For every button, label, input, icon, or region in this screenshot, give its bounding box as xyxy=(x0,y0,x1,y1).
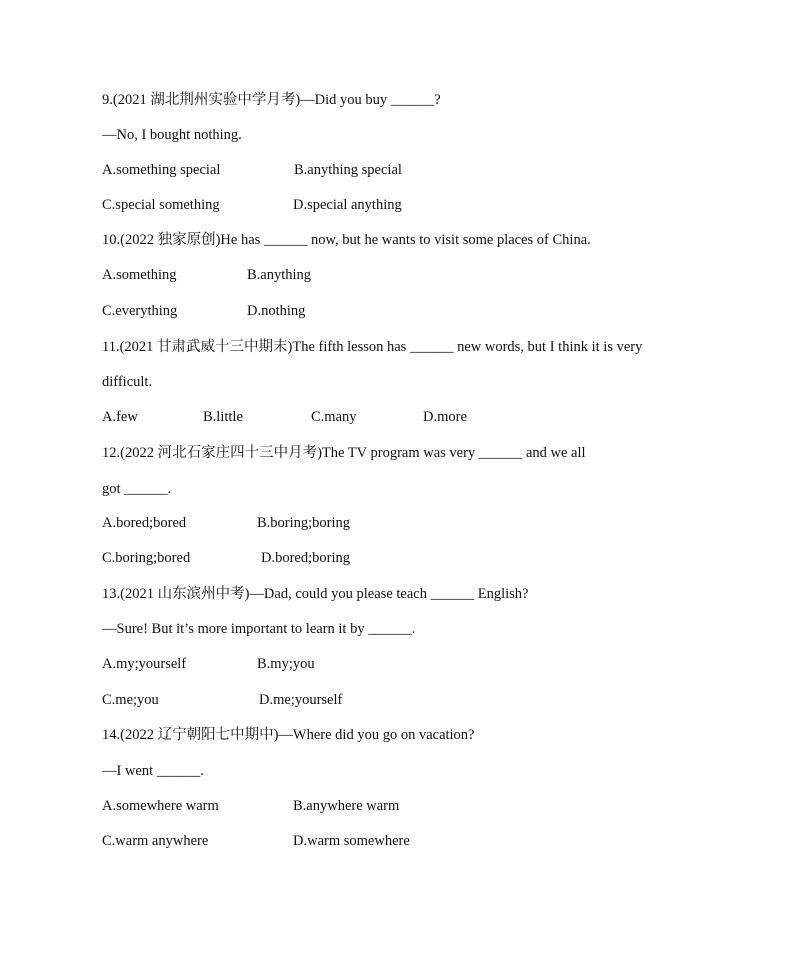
question-12-stem-continued: got ______. xyxy=(102,481,172,497)
question-13-stem: 13.(2021 山东滨州中考)—Dad, could you please teach ______ English? xyxy=(102,586,529,602)
question-13-option-d: D.me;yourself xyxy=(259,692,343,708)
question-11-option-a: A.few xyxy=(102,409,138,425)
question-9-reply: —No, I bought nothing. xyxy=(102,127,242,143)
question-11-stem-continued: difficult. xyxy=(102,374,153,390)
question-14-reply: —I went ______. xyxy=(102,763,204,779)
question-11-option-b: B.little xyxy=(203,409,243,425)
question-11-option-c: C.many xyxy=(311,409,357,425)
question-10-option-b: B.anything xyxy=(247,267,312,283)
question-9-option-a: A.something special xyxy=(102,162,221,178)
question-9-option-c: C.special something xyxy=(102,197,220,213)
question-14-option-a: A.somewhere warm xyxy=(102,798,219,814)
question-13-option-a: A.my;yourself xyxy=(102,656,187,672)
question-14-option-d: D.warm somewhere xyxy=(293,833,410,849)
question-14-stem: 14.(2022 辽宁朝阳七中期中)—Where did you go on vacation? xyxy=(102,727,475,743)
question-12-option-d: D.bored;boring xyxy=(261,550,350,566)
question-9-option-b: B.anything special xyxy=(294,162,402,178)
question-12-option-b: B.boring;boring xyxy=(257,515,351,531)
question-14-option-b: B.anywhere warm xyxy=(293,798,400,814)
question-12-option-a: A.bored;bored xyxy=(102,515,187,531)
question-13-option-b: B.my;you xyxy=(257,656,315,672)
question-10-option-c: C.everything xyxy=(102,303,178,319)
question-13-reply: —Sure! But it’s more important to learn it by ______. xyxy=(102,621,416,637)
question-10-stem: 10.(2022 独家原创)He has ______ now, but he wants to visit some places of China. xyxy=(102,232,591,248)
question-10-option-a: A.something xyxy=(102,267,177,283)
question-11-option-d: D.more xyxy=(423,409,467,425)
question-11-stem: 11.(2021 甘肃武威十三中期末)The fifth lesson has ______ new words, but I think it is very xyxy=(102,339,643,355)
question-12-option-c: C.boring;bored xyxy=(102,550,191,566)
question-14-option-c: C.warm anywhere xyxy=(102,833,209,849)
question-12-stem: 12.(2022 河北石家庄四十三中月考)The TV program was very ______ and we all xyxy=(102,445,586,461)
question-10-option-d: D.nothing xyxy=(247,303,306,319)
question-9-stem: 9.(2021 湖北荆州实验中学月考)—Did you buy ______? xyxy=(102,92,441,108)
question-13-option-c: C.me;you xyxy=(102,692,159,708)
question-9-option-d: D.special anything xyxy=(293,197,402,213)
